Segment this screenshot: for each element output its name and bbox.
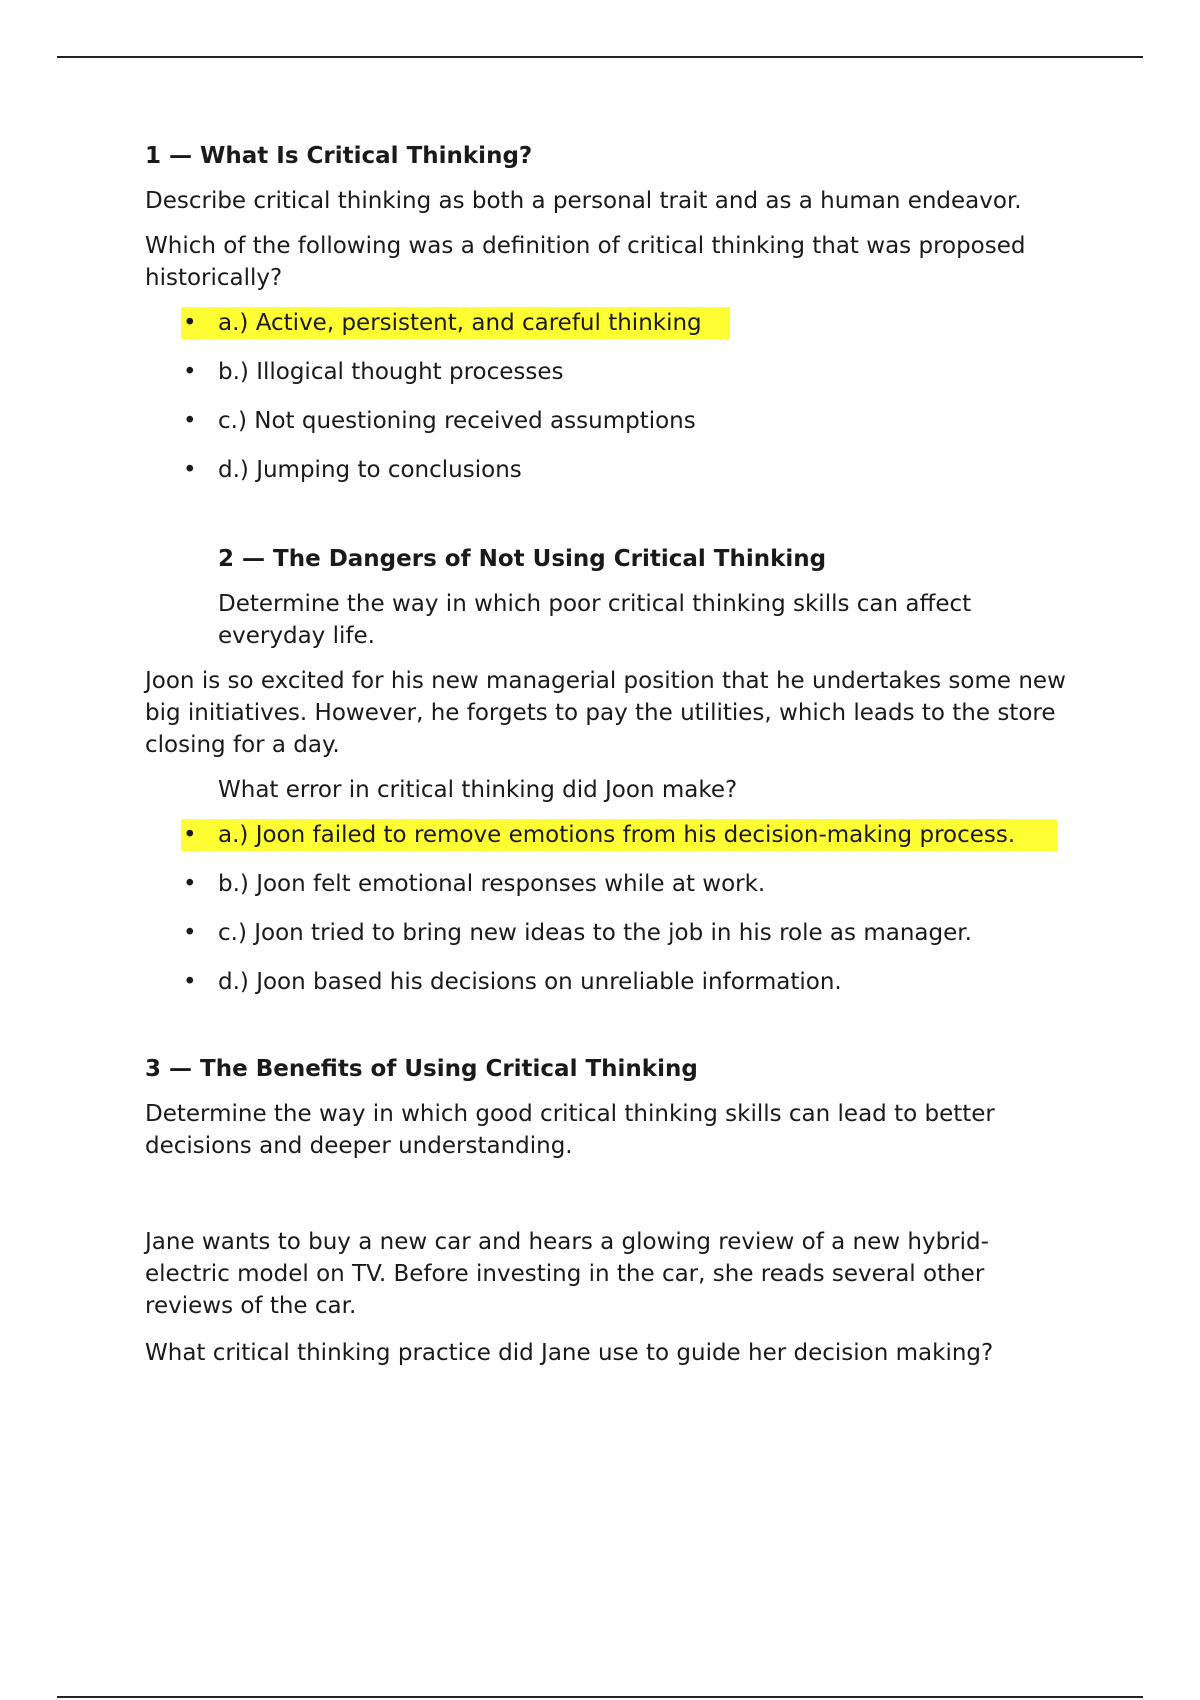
bullet-icon: • xyxy=(183,457,197,483)
answer-option-label: d.) Joon based his decisions on unreliable information. xyxy=(218,969,842,995)
question-text: Which of the following was a definition of critical thinking that was proposed historically? xyxy=(145,233,1026,291)
section-heading: 1 — What Is Critical Thinking? xyxy=(145,143,533,169)
answer-option-a xyxy=(145,819,1080,851)
answer-option-c xyxy=(145,917,1080,949)
question-text: What error in critical thinking did Joon make? xyxy=(218,777,738,803)
section-heading: 3 — The Benefits of Using Critical Thinking xyxy=(145,1056,698,1082)
answer-option-label: d.) Jumping to conclusions xyxy=(218,457,522,483)
document-page xyxy=(145,140,1080,1369)
bullet-icon: • xyxy=(183,920,197,946)
answer-option-d xyxy=(145,454,1080,486)
answer-options xyxy=(145,307,1080,486)
bullet-icon: • xyxy=(183,310,197,336)
section-1 xyxy=(145,140,1080,486)
answer-options xyxy=(145,819,1080,998)
answer-option-b xyxy=(145,356,1080,388)
top-rule xyxy=(57,56,1143,58)
answer-option-b xyxy=(145,868,1080,900)
answer-option-label: c.) Not questioning received assumptions xyxy=(218,408,696,434)
bottom-rule xyxy=(57,1696,1143,1698)
answer-option-a xyxy=(145,307,1080,339)
answer-option-c xyxy=(145,405,1080,437)
section-2 xyxy=(145,543,1080,998)
scenario-text: Joon is so excited for his new managerial position that he undertakes some new big initiatives. However, he forgets to pay the utilities, which leads to the store closing for a day. xyxy=(145,668,1066,758)
question-text: What critical thinking practice did Jane use to guide her decision making? xyxy=(145,1340,994,1366)
learning-objective: Determine the way in which poor critical thinking skills can affect everyday life. xyxy=(218,591,972,649)
answer-option-label: a.) Active, persistent, and careful thinking xyxy=(218,310,702,336)
answer-option-label: a.) Joon failed to remove emotions from his decision-making process. xyxy=(218,822,1016,848)
learning-objective: Describe critical thinking as both a personal trait and as a human endeavor. xyxy=(145,188,1022,214)
bullet-icon: • xyxy=(183,359,197,385)
bullet-icon: • xyxy=(183,969,197,995)
bullet-icon: • xyxy=(183,408,197,434)
scenario-text: Jane wants to buy a new car and hears a glowing review of a new hybrid-electric model on TV. Before investing in the car, she reads several other reviews of the car. xyxy=(145,1229,989,1319)
answer-option-label: b.) Illogical thought processes xyxy=(218,359,564,385)
bullet-icon: • xyxy=(183,871,197,897)
learning-objective: Determine the way in which good critical thinking skills can lead to better decisions and deeper understanding. xyxy=(145,1101,995,1159)
answer-option-label: c.) Joon tried to bring new ideas to the job in his role as manager. xyxy=(218,920,972,946)
answer-option-d xyxy=(145,966,1080,998)
section-heading: 2 — The Dangers of Not Using Critical Thinking xyxy=(218,546,827,572)
answer-option-label: b.) Joon felt emotional responses while at work. xyxy=(218,871,766,897)
section-3 xyxy=(145,1053,1080,1369)
bullet-icon: • xyxy=(183,822,197,848)
